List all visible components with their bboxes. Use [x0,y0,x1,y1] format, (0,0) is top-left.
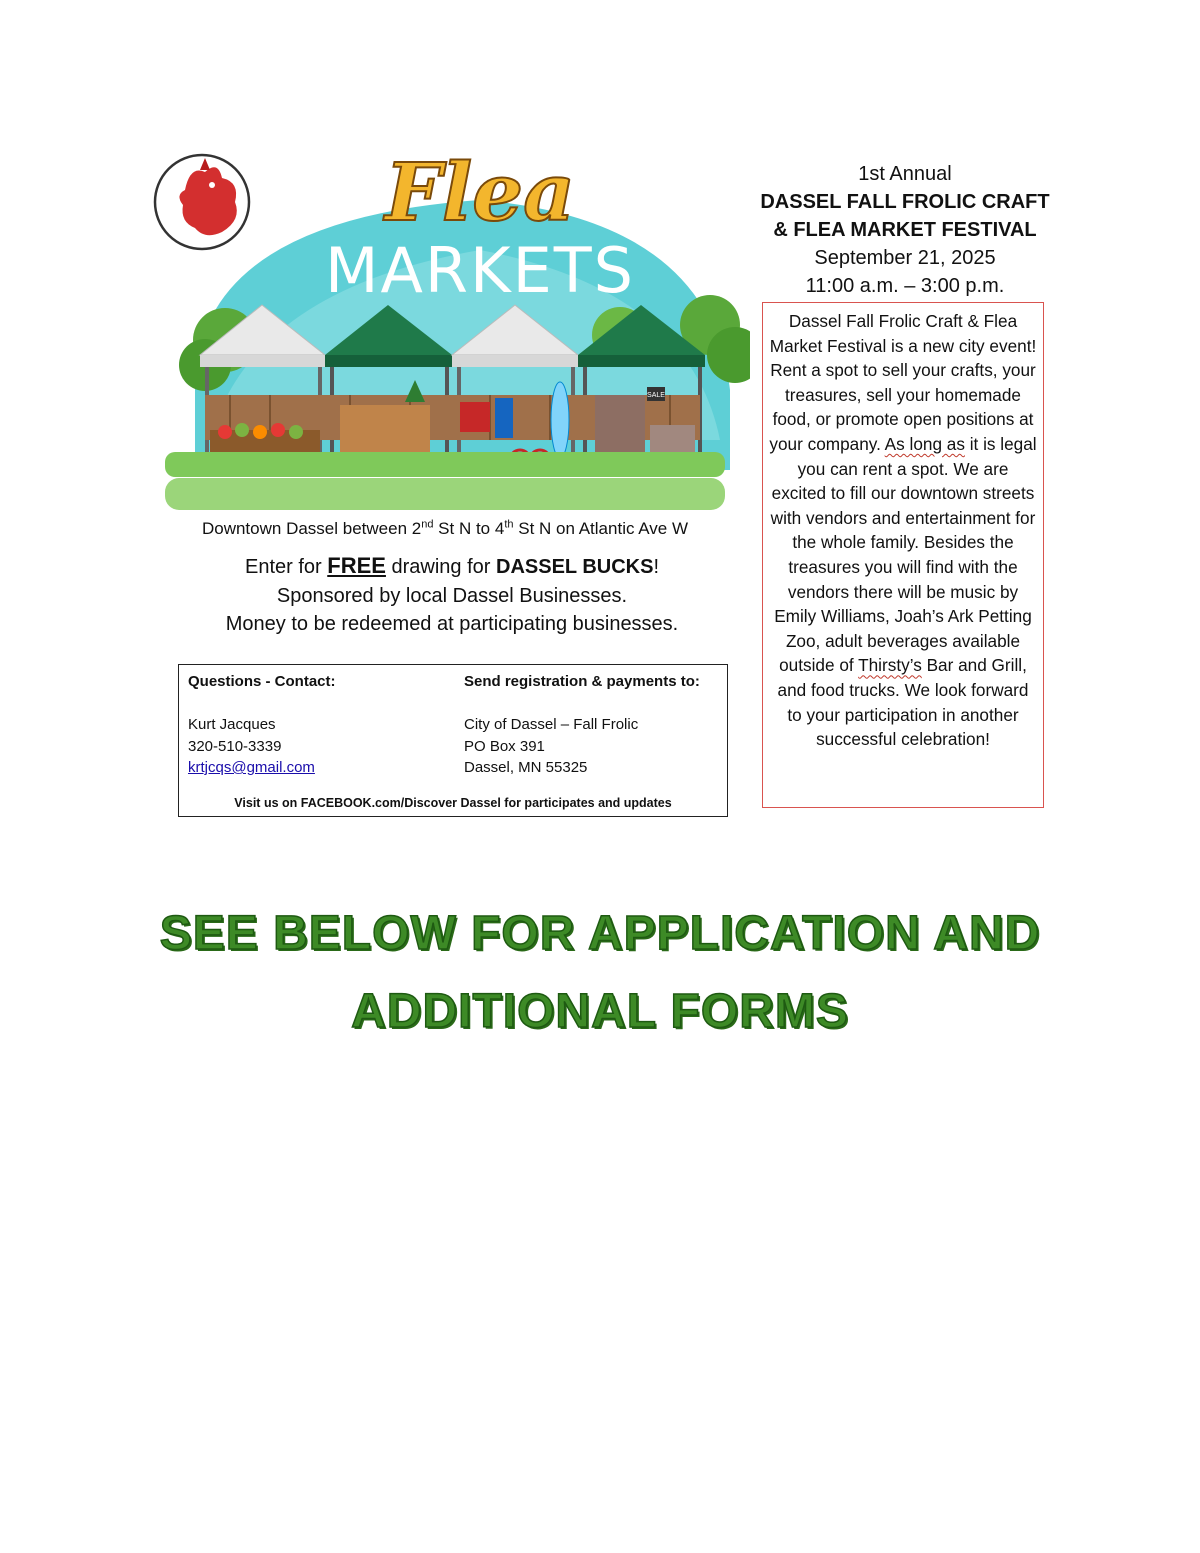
drawing-enter: Enter for [244,556,328,578]
location-sup-2: th [504,518,514,531]
description-text-3: Bar and Grill, and food trucks. We look forward to your participation in another successful celebration! [777,655,1029,750]
poster-illustration [150,140,750,516]
event-header [760,160,1050,300]
dassel-bucks: DASSEL BUCKS [496,556,654,578]
poster-title-markets: MARKETS [324,234,636,307]
drawing-info [150,552,754,639]
payment-heading: Send registration & payments to: [464,673,700,690]
contact-column [188,671,448,779]
drawing-exclaim: ! [653,556,659,578]
event-date: September 21, 2025 [814,247,996,269]
drawing-line-1 [150,552,754,582]
rooster-icon [155,155,249,249]
description-underline-2: Thirsty’s [858,655,922,676]
grass-base [165,478,725,510]
description-underline-1: As long as [884,433,965,454]
flea-market-poster [150,140,750,516]
payment-column [464,671,724,779]
event-title-line2: & FLEA MARKET FESTIVAL [773,219,1037,241]
sale-sign-text: SALE [647,392,665,399]
location-text-2: St N to 4 [433,519,505,538]
location-text-1: Downtown Dassel between 2 [201,519,422,538]
contact-box [178,664,728,817]
contact-name: Kurt Jacques [188,716,276,733]
description-text-1: Dassel Fall Frolic Craft & Flea Market Festival is a new city event! Rent a spot to sell your crafts, your treasures, sell your homemade food, or promote open positions at your company. [769,311,1037,454]
event-location [150,517,740,541]
location-text-3: St N on Atlantic Ave W [513,519,689,538]
payment-address-1: City of Dassel – Fall Frolic [464,716,639,733]
drawing-line-2: Sponsored by local Dassel Businesses. [276,584,628,607]
event-title-line1: DASSEL FALL FROLIC CRAFT [760,191,1050,213]
contact-phone: 320-510-3339 [188,737,282,755]
payment-address-3: Dassel, MN 55325 [464,759,588,776]
contact-email-link[interactable]: krtjcqs@gmail.com [188,759,315,776]
poster-title-flea: Flea [385,145,575,239]
drawing-free: FREE [327,553,386,578]
facebook-note: Visit us on FACEBOOK.com/Discover Dassel for participates and updates [234,796,672,810]
callout-line-2: ADDITIONAL FORMS [351,985,849,1038]
event-description-box [762,302,1044,808]
drawing-line-3: Money to be redeemed at participating businesses. [225,613,679,635]
payment-address-2: PO Box 391 [464,737,545,755]
drawing-for: drawing for [385,556,496,578]
location-sup-1: nd [421,518,434,531]
contact-heading: Questions - Contact: [188,673,336,690]
description-text-2: it is legal you can rent a spot. We are excited to fill our downtown streets with vendors and entertainment for the whole family. Besides the treasures you will find with the vendors there will be music by Emily Williams, Joah’s Ark Petting Zoo, adult beverages available outside of [770,433,1037,676]
callout-line-1: SEE BELOW FOR APPLICATION AND [159,907,1041,960]
annual-label: 1st Annual [858,163,952,185]
event-time: 11:00 a.m. – 3:00 p.m. [805,275,1005,297]
application-callout [100,895,1100,1051]
